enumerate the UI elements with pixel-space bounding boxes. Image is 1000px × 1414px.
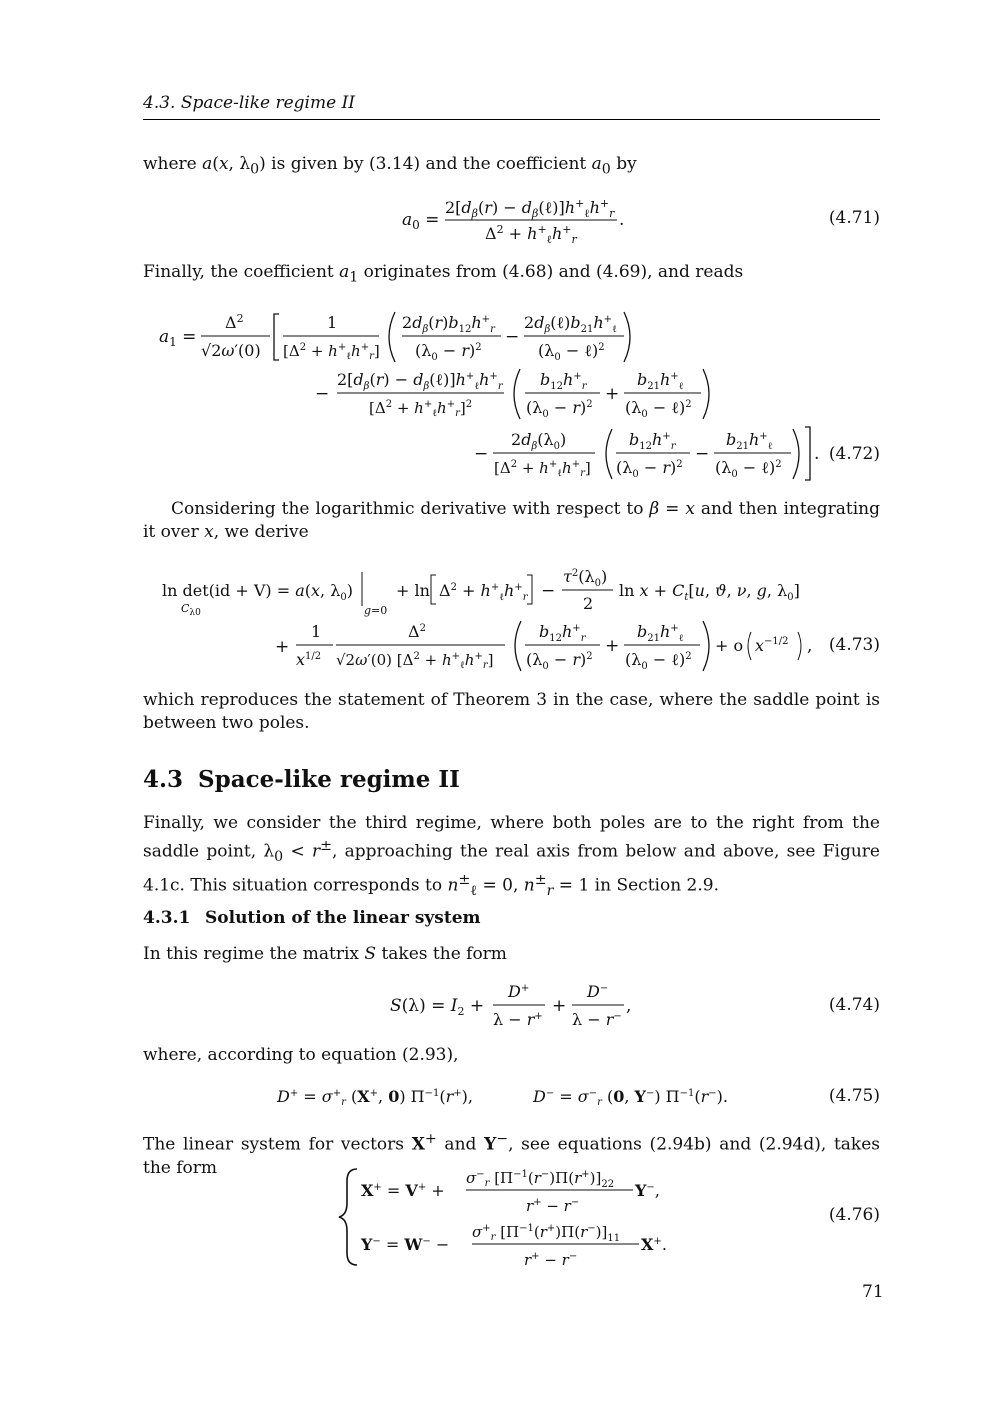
section-title: Space-like regime II (198, 766, 460, 793)
svg-text:Δ2: $\Delta^2$ (225, 312, 244, 332)
svg-text:+ ln: + ln (396, 581, 430, 600)
equation-4-72-math (143, 308, 880, 483)
svg-text:1: 1 (327, 313, 338, 332)
svg-text:Y−,: Y−, (635, 1181, 660, 1200)
equation-label-4-73: (4.73) (828, 635, 880, 655)
svg-text:b12h+r: $b_{12}h^+_r$ (539, 622, 586, 644)
equation-4-73 (143, 562, 880, 672)
equation-4-75 (143, 1080, 880, 1108)
subsection-title: Solution of the linear system (205, 908, 481, 928)
equation-label-4-72: (4.72) (828, 444, 880, 464)
svg-text:2dβ(λ0): $2d_\beta(\lambda_0)$ (511, 430, 567, 452)
svg-text:,: , (626, 996, 632, 1016)
svg-text:[Δ2 + h+ℓh+r]2: $[\Delta^2 + h^+_\ell h^+_r]^2$ (369, 399, 473, 419)
svg-text:−: − (474, 444, 489, 464)
equation-4-73-math (143, 562, 880, 682)
svg-text:x1/2: $x^{1/2}$ (296, 650, 322, 669)
svg-text:(λ0 − ℓ)2: ($\lambda_0$ − ℓ)$^2$ (538, 341, 605, 363)
svg-text:−: − (505, 327, 520, 347)
equation-4-76 (143, 1163, 880, 1269)
svg-text:λ − r−: λ − r− (572, 1010, 622, 1029)
svg-text:Δ2 + h+ℓh+r: $\Delta^2 + h^+_\ell h^+_r$ (439, 581, 528, 603)
svg-text:(λ0 − r)2: $(\lambda_0 - r)^2$ (415, 341, 482, 363)
svg-text:(λ0 − r)2: $(\lambda_0 - r)^2$ (526, 398, 593, 420)
svg-text:X+.: X+. (641, 1235, 667, 1254)
page-number: 71 (862, 1282, 884, 1302)
svg-text:+: + (605, 636, 620, 656)
svg-text:b12h+r: $b_{12}h^+_r$ (629, 430, 676, 452)
svg-text:.: . (814, 444, 820, 464)
paragraph-1 (143, 153, 880, 181)
svg-text:+ o: + o (715, 636, 744, 655)
paragraph-1-text: where a(x, $\lambda_0$) is given by (3.14) and the coefficient $a_0$ by (143, 154, 637, 178)
equation-4-75-math (143, 1080, 880, 1115)
section-number: 4.3 (143, 766, 184, 793)
svg-text:1: 1 (311, 622, 322, 641)
svg-text:−: − (695, 444, 710, 464)
equation-label-4-76: (4.76) (828, 1205, 880, 1225)
svg-text:(λ0 − ℓ)2: ($\lambda_0$ − ℓ)$^2$ (625, 398, 692, 420)
svg-text:+: + (605, 384, 620, 404)
svg-text:σ+r [Π−1(r+)Π(r−)]11: $\sigma^+_r$ $[\Pi^{-1}(r^+)\Pi(r^-)]_{11}$ (472, 1223, 621, 1244)
paragraph-3: Considering the logarithmic derivative with respect to β = x and then integrating it over x, we derive (143, 499, 880, 542)
paragraph-4: which reproduces the statement of Theorem 3 in the case, where the saddle point is between two poles. (143, 690, 880, 733)
paragraph-8: The linear system for vectors X+ and Y−, see equations (2.94b) and (2.94d), takes the form (143, 1131, 880, 1178)
equation-4-74-math (143, 980, 880, 1030)
equation-4-71 (143, 195, 880, 246)
header-rule (143, 119, 880, 120)
svg-text:2dβ(ℓ)b21h+ℓ: $2d_\beta(\ell)b_{21}h^+_\ell$ (524, 313, 617, 335)
svg-text:X+ = V+ +: X+ = V+ + (361, 1181, 445, 1200)
svg-text:.: . (619, 210, 625, 230)
svg-text:(λ0 − r)2: $(\lambda_0 - r)^2$ (526, 650, 593, 672)
paragraph-2: Finally, the coefficient $a_1$ originates from (4.68) and (4.69), and reads (143, 262, 744, 286)
svg-text:Cλ0: $C_{\lambda 0}$ (181, 602, 201, 618)
equation-4-74 (143, 980, 880, 1029)
svg-text:√2ω′(0) [Δ2 + h+ℓh+r]: √2ω′(0) $[\Delta^2 + h^+_\ell h^+_r]$ (336, 651, 494, 671)
svg-text:r+ − r−: r+ − r− (524, 1251, 578, 1269)
equation-label-4-74: (4.74) (828, 995, 880, 1015)
svg-text:x−1/2: $x^{-1/2}$ (755, 636, 789, 655)
svg-text:2dβ(r)b12h+r: $2d_\beta(r)b_{12}h^+_r$ (402, 313, 495, 335)
svg-text:b21h+ℓ: $b_{21}h^+_\ell$ (637, 370, 684, 392)
equation-label-4-71: (4.71) (828, 208, 880, 228)
svg-text:r+ − r−: r+ − r− (526, 1197, 580, 1215)
equation-4-71-math (143, 195, 880, 245)
paragraph-7: where, according to equation (2.93), (143, 1045, 459, 1065)
section-heading (143, 766, 460, 793)
svg-text:Y− = W− −: Y− = W− − (361, 1235, 450, 1254)
svg-text:Δ2 + h+ℓh+r: $\Delta^2 + h^+_\ell h^+_r$ (485, 223, 577, 246)
svg-text:(λ0 − ℓ)2: ($\lambda_0$ − ℓ)$^2$ (625, 650, 692, 672)
svg-text:ln x + Ct[u, ϑ, ν, g, λ0]: $\ln x + C_t[u$, ϑ, ν, g, $\lambda_0$] (619, 581, 800, 603)
paragraph-6: In this regime the matrix S takes the form (143, 944, 507, 964)
svg-text:,: , (807, 636, 813, 656)
svg-text:λ − r+: λ − r+ (493, 1010, 543, 1029)
running-header: 4.3. Space-like regime II (143, 93, 355, 113)
svg-text:D− = σ−r (0, Y−) Π−1(r−).: $D^- = \sigma^-_r$ (0, Y−) $\Pi^{-1}(r^-)$. (533, 1087, 728, 1108)
svg-text:+: + (275, 637, 290, 657)
svg-text:S(λ) = I2 +: $S(\lambda) = I_2$ + (390, 996, 485, 1018)
svg-text:D+: D+ (508, 982, 530, 1001)
svg-text:√2ω′(0): √2ω′(0) (201, 341, 261, 360)
svg-text:a1 =: $a_1$ = (159, 327, 197, 349)
svg-text:b12h+r: $b_{12}h^+_r$ (540, 370, 587, 392)
svg-text:Δ2: $\Delta^2$ (408, 622, 426, 641)
svg-text:−: − (315, 384, 330, 404)
equation-4-72 (143, 308, 880, 480)
svg-text:−: − (541, 581, 556, 601)
svg-text:(λ0 − r)2: $(\lambda_0 - r)^2$ (616, 458, 683, 480)
svg-text:D+ = σ+r (X+, 0) Π−1(r+),: $D^+ = \sigma^+_r$ (X+, 0) $\Pi^{-1}(r^+)$, (277, 1087, 473, 1108)
svg-text:[Δ2 + h+ℓh+r]: $[\Delta^2 + h^+_\ell h^+_r]$ (283, 342, 380, 362)
svg-text:2[dβ(r) − dβ(ℓ)]h+ℓh+r: $2[d_\beta(r)$ − $d_\beta(\ell)]h^+_\ell h^+_r$ (445, 197, 615, 220)
svg-text:(λ0 − ℓ)2: ($\lambda_0$ − ℓ)$^2$ (715, 458, 782, 480)
svg-text:b21h+ℓ: $b_{21}h^+_\ell$ (637, 622, 684, 644)
equation-label-4-75: (4.75) (828, 1086, 880, 1106)
svg-text:2[dβ(r) − dβ(ℓ)]h+ℓh+r: $2[d_\beta(r)$ − $d_\beta(\ell)]h^+_\ell h^+_r$ (337, 370, 503, 392)
equation-4-76-math (143, 1163, 880, 1273)
svg-text:ln det(id + V) = a(x, λ0): ln det(id + V) = a(x, $\lambda_0$) (162, 581, 353, 603)
svg-text:g=0: g=0 (364, 604, 388, 617)
svg-text:b21h+ℓ: $b_{21}h^+_\ell$ (726, 430, 773, 452)
svg-text:+: + (552, 996, 567, 1016)
subsection-heading (143, 908, 481, 928)
paragraph-5: Finally, we consider the third regime, where both poles are to the right from the saddle point, $\lambda_0 < r^\pm$, approaching the real axis from below and above, see Figure 4.1c. This situation corresponds to $n^\pm_\ell = 0$, $n^\pm_r = 1$ in Section 2.9. (143, 813, 880, 900)
svg-text:a0 =: $a_0$ = (402, 210, 440, 232)
subsection-number: 4.3.1 (143, 908, 191, 928)
svg-text:2: 2 (583, 594, 594, 613)
svg-text:[Δ2 + h+ℓh+r]: $[\Delta^2 + h^+_\ell h^+_r]$ (494, 459, 591, 479)
svg-text:D−: D− (587, 982, 609, 1001)
svg-text:σ−r [Π−1(r−)Π(r+)]22: $\sigma^-_r$ $[\Pi^{-1}(r^-)\Pi(r^+)]_{22}$ (466, 1169, 615, 1190)
svg-text:τ2(λ0): $\tau^2(\lambda_0)$ (563, 567, 608, 589)
